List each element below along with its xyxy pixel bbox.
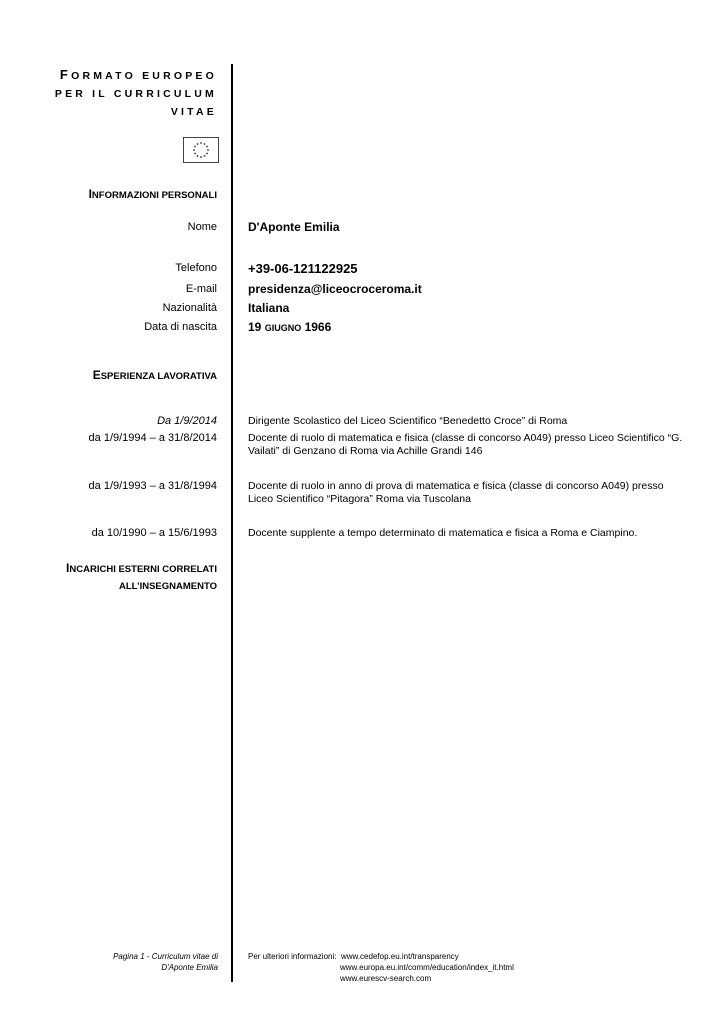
footer-link-europa[interactable]: www.europa.eu.int/comm/education/index_it.html [340, 963, 514, 972]
footer-link-cedefop[interactable]: www.cedefop.eu.int/transparency [340, 952, 459, 961]
footer-links: Per ulteriori informazioni: www.cedefop.eu.int/transparency www.europa.eu.int/comm/education/index_it.html www.eurescv-search.com [248, 952, 514, 983]
email-label: E-mail [185, 283, 217, 295]
footer-page-info: Pagina 1 - Curriculum vitae di D'Aponte Emilia [113, 952, 218, 972]
personal-info-heading: INFORMAZIONI PERSONALI [88, 187, 217, 201]
name-label: Nome [187, 221, 217, 233]
eu-flag-icon [183, 137, 219, 163]
nationality-value: Italiana [248, 301, 290, 315]
experience-period: Da 1/9/2014 [157, 415, 217, 427]
experience-period: da 1/9/1994 – a 31/8/2014 [88, 432, 217, 444]
nationality-label: Nazionalità [162, 302, 217, 314]
title-line-2: PER IL CURRICULUM [54, 88, 217, 100]
experience-heading: ESPERIENZA LAVORATIVA [92, 368, 217, 382]
birthdate-value: 19 GIUGNO 1966 [248, 320, 332, 334]
birthdate-label: Data di nascita [144, 321, 217, 333]
experience-text: Docente di ruolo in anno di prova di matematica e fisica (classe di concorso A049) presso Liceo Scientifico “Pitagora” Roma via Tuscolana [248, 480, 664, 505]
email-value[interactable]: presidenza@liceocroceroma.it [248, 282, 422, 296]
name-value: D'Aponte Emilia [248, 220, 340, 234]
title-line-3: VITAE [170, 106, 217, 118]
title-line-1: FORMATO EUROPEO [59, 67, 217, 82]
cv-title [55, 66, 217, 121]
vertical-divider [231, 64, 233, 982]
experience-text: Docente supplente a tempo determinato di matematica e fisica a Roma e Ciampino. [248, 527, 638, 539]
footer-link-eurescv[interactable]: www.eurescv-search.com [340, 974, 432, 983]
external-roles-heading: INCARICHI ESTERNI CORRELATI ALL’INSEGNAMENTO [66, 561, 217, 592]
experience-text: Dirigente Scolastico del Liceo Scientifico “Benedetto Croce” di Roma [248, 415, 568, 427]
experience-period: da 10/1990 – a 15/6/1993 [91, 527, 217, 539]
phone-label: Telefono [175, 262, 217, 274]
experience-text: Docente di ruolo di matematica e fisica (classe di concorso A049) presso Liceo Scientifico “G. Vailati” di Genzano di Roma via Achille Grandi 146 [248, 432, 683, 457]
phone-value: +39-06-121122925 [248, 261, 358, 276]
experience-period: da 1/9/1993 – a 31/8/1994 [88, 480, 217, 492]
